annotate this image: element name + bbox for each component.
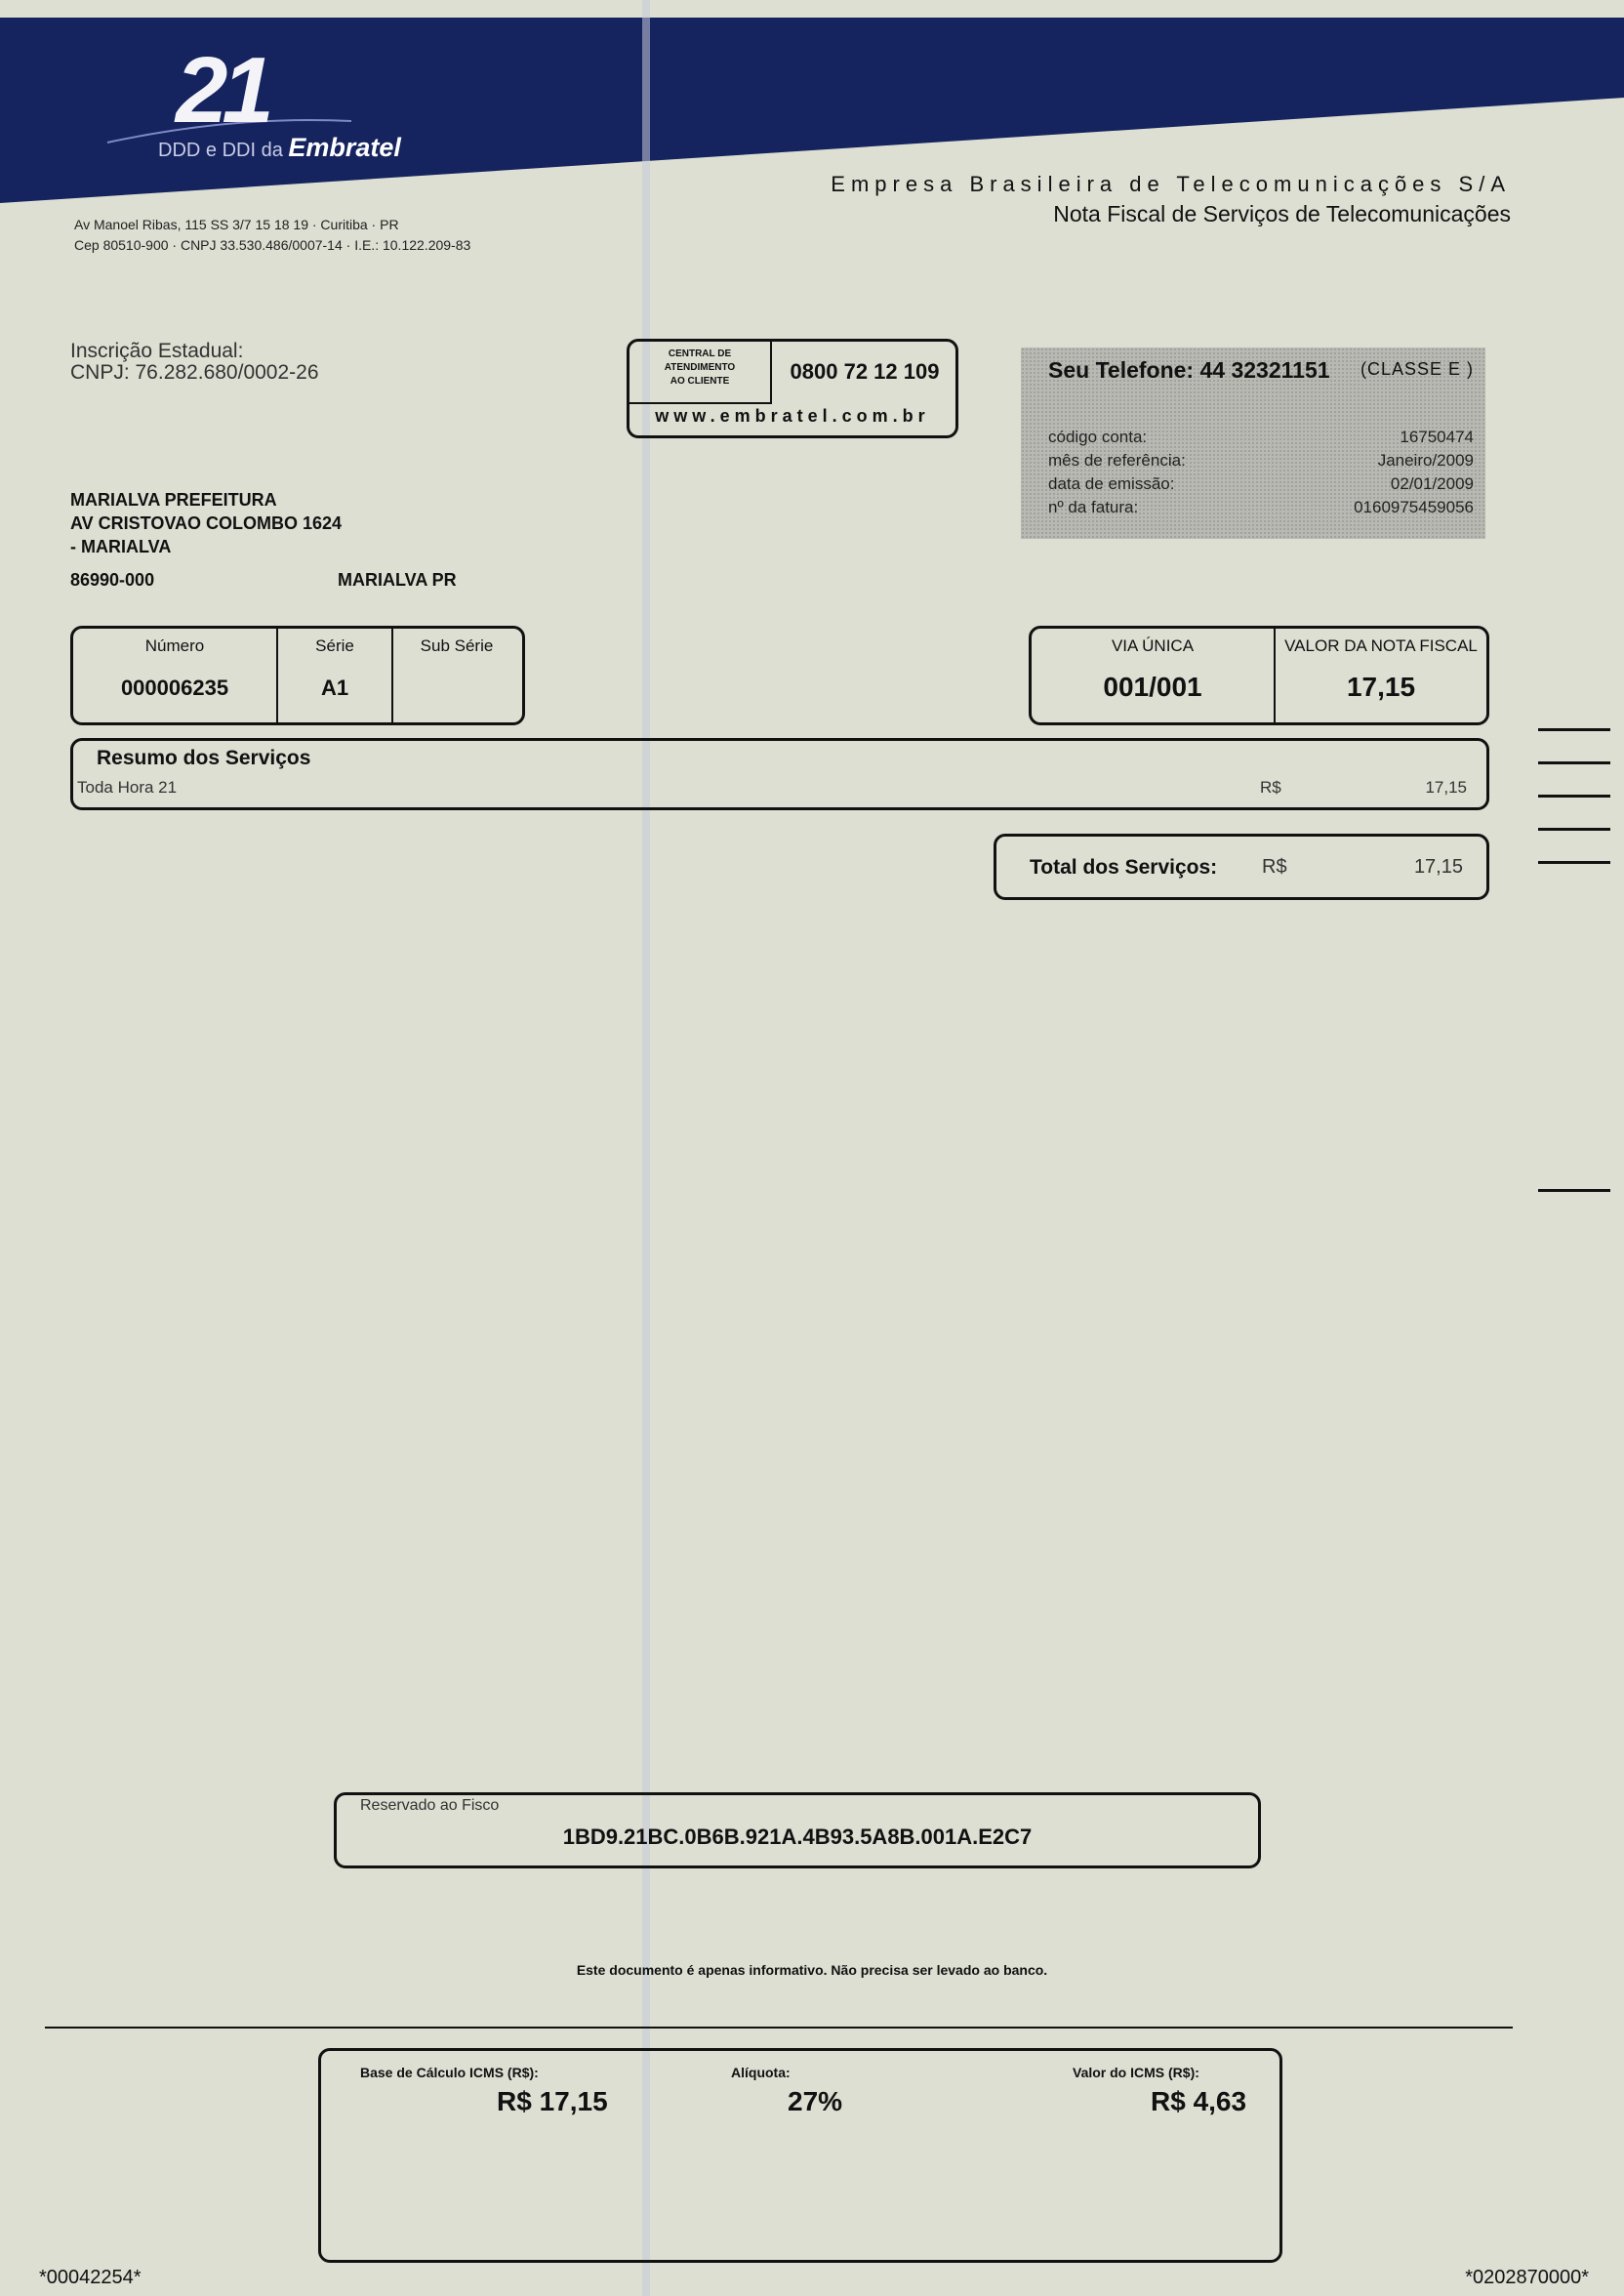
central-label-line: ATENDIMENTO xyxy=(664,362,736,373)
phone-number: Seu Telefone: 44 32321151 xyxy=(1048,357,1330,383)
numero-value: 000006235 xyxy=(120,676,229,700)
issuer-address: Av Manoel Ribas, 115 SS 3/7 15 18 19 · Curitiba · PR xyxy=(74,217,399,232)
valor-nota-value: 17,15 xyxy=(1346,672,1416,702)
central-atendimento-box xyxy=(627,339,958,438)
icms-aliquota-label: Alíquota: xyxy=(731,2065,791,2080)
icms-valor-value: R$ 4,63 xyxy=(1151,2086,1247,2116)
classe: (CLASSE E ) xyxy=(1360,359,1474,379)
via-label: VIA ÚNICA xyxy=(1111,636,1195,655)
account-panel xyxy=(1021,348,1485,539)
website-link[interactable]: www.embratel.com.br xyxy=(655,406,930,426)
fisco-label: Reservado ao Fisco xyxy=(360,1797,500,1814)
document-title: Nota Fiscal de Serviços de Telecomunicações xyxy=(1053,201,1511,226)
customer-cnpj: CNPJ: 76.282.680/0002-26 xyxy=(70,361,319,384)
account-field-value: 02/01/2009 xyxy=(1390,474,1474,493)
account-field-value: Janeiro/2009 xyxy=(1377,451,1474,470)
margin-mark xyxy=(1538,861,1610,864)
barcode-right: *0202870000* xyxy=(1465,2267,1589,2288)
fisco-code: 1BD9.21BC.0B6B.921A.4B93.5A8B.001A.E2C7 xyxy=(562,1824,1033,1849)
total-label: Total dos Serviços: xyxy=(1030,856,1218,879)
recipient-name: MARIALVA PREFEITURA xyxy=(70,490,277,510)
serie-value: A1 xyxy=(320,676,349,700)
icms-box xyxy=(318,2048,1282,2263)
margin-mark xyxy=(1538,828,1610,831)
account-field-label: código conta: xyxy=(1048,428,1148,446)
central-label-line: AO CLIENTE xyxy=(670,376,730,387)
margin-mark xyxy=(1538,1189,1610,1192)
service-amount: 17,15 xyxy=(1425,778,1467,797)
account-field-label: mês de referência: xyxy=(1048,451,1186,470)
barcode-left: *00042254* xyxy=(39,2267,142,2288)
logo-subtitle xyxy=(158,133,401,163)
resumo-servicos-box xyxy=(70,738,1489,810)
company-name: Empresa Brasileira de Telecomunicações S/A xyxy=(831,172,1511,196)
recipient-district: - MARIALVA xyxy=(70,537,172,556)
logo-21: 21 xyxy=(176,38,268,143)
margin-mark xyxy=(1538,728,1610,731)
icms-base-label: Base de Cálculo ICMS (R$): xyxy=(360,2065,539,2080)
account-field-label: nº da fatura: xyxy=(1048,498,1139,516)
icms-aliquota-value: 27% xyxy=(788,2086,843,2116)
account-field-value: 0160975459056 xyxy=(1354,498,1474,516)
via-valor-box xyxy=(1029,626,1489,725)
serie-label: Série xyxy=(315,636,354,655)
central-phone: 0800 72 12 109 xyxy=(790,359,940,384)
recipient-city: MARIALVA PR xyxy=(338,570,457,590)
service-item: Toda Hora 21 xyxy=(77,778,178,797)
service-currency: R$ xyxy=(1260,778,1281,797)
ie-label: Inscrição Estadual: xyxy=(70,340,244,362)
subserie-label: Sub Série xyxy=(420,636,494,655)
issuer-cnpj: Cep 80510-900 · CNPJ 33.530.486/0007-14 · I.E.: 10.122.209-83 xyxy=(74,237,471,253)
via-value: 001/001 xyxy=(1103,672,1202,702)
central-label xyxy=(629,342,772,404)
total-currency: R$ xyxy=(1262,856,1287,878)
valor-nota-label: VALOR DA NOTA FISCAL xyxy=(1284,636,1478,655)
account-field-label: data de emissão: xyxy=(1048,474,1175,493)
separator-line xyxy=(45,2027,1513,2029)
recipient-street: AV CRISTOVAO COLOMBO 1624 xyxy=(70,513,343,533)
numero-label: Número xyxy=(144,636,205,655)
logo-brand: Embratel xyxy=(288,133,401,162)
icms-valor-label: Valor do ICMS (R$): xyxy=(1073,2065,1199,2080)
notice-text: Este documento é apenas informativo. Não precisa ser levado ao banco. xyxy=(576,1962,1048,1978)
logo-sub-prefix: DDD e DDI da xyxy=(158,140,283,161)
total-amount: 17,15 xyxy=(1413,856,1463,878)
resumo-title: Resumo dos Serviços xyxy=(97,747,311,769)
margin-mark xyxy=(1538,761,1610,764)
fisco-box xyxy=(334,1792,1261,1868)
icms-base-value: R$ 17,15 xyxy=(497,2086,608,2116)
account-field-value: 16750474 xyxy=(1400,428,1474,446)
central-label-line: CENTRAL DE xyxy=(668,348,732,359)
total-servicos-box xyxy=(994,834,1489,900)
invoice-number-box xyxy=(70,626,525,725)
recipient-cep: 86990-000 xyxy=(70,570,155,590)
margin-mark xyxy=(1538,795,1610,798)
